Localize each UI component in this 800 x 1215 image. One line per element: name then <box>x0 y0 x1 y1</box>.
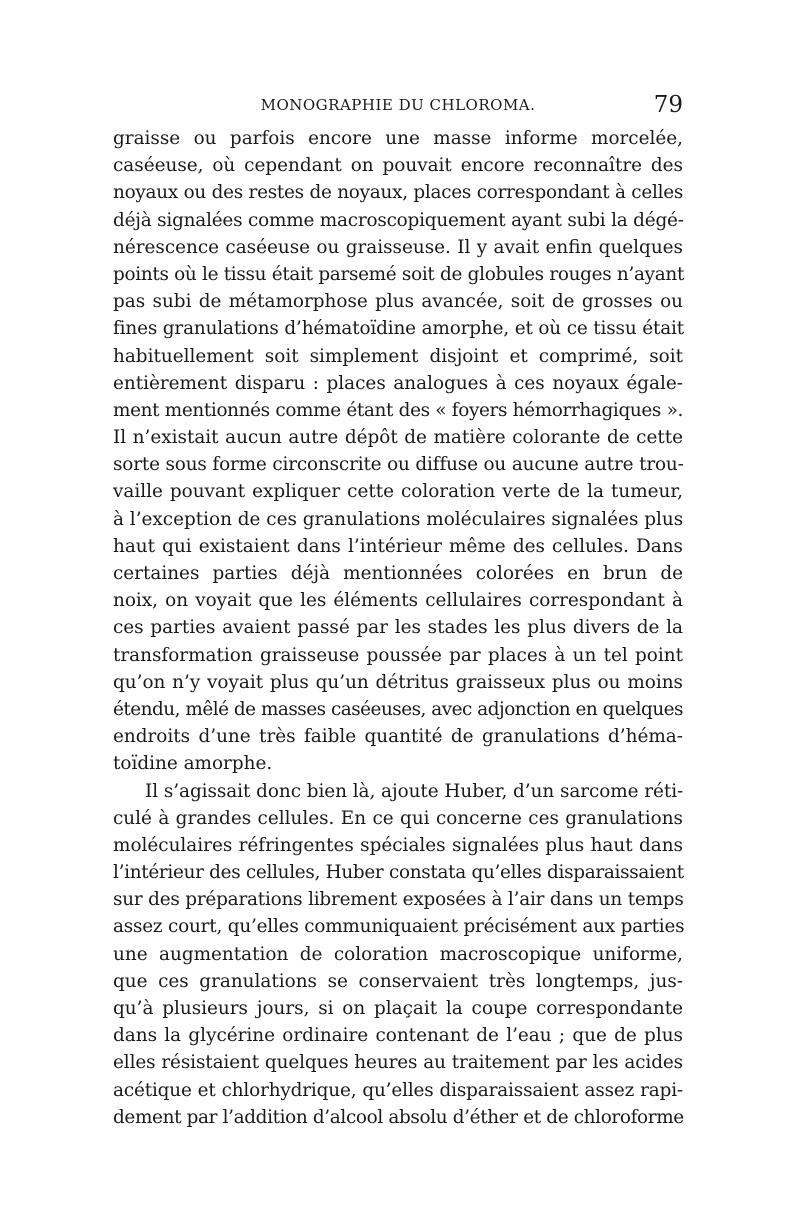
text-line: déjà signalées comme macroscopiquement ayant subi la dégé- <box>113 209 684 231</box>
running-title: MONOGRAPHIE DU CHLOROMA. <box>260 96 536 114</box>
text-line: l’intérieur des cellules, Huber constata qu’elles disparaissaient <box>113 862 684 884</box>
text-line: ces parties avaient passé par les stades les plus divers de la <box>113 617 683 639</box>
text-line: points où le tissu était parsemé soit de globules rouges n’ayant <box>113 263 685 285</box>
text-line: pas subi de métamorphose plus avancée, soit de grosses ou <box>113 291 683 313</box>
page-number: 79 <box>653 92 683 118</box>
text-line: entièrement disparu : places analogues à ces noyaux égale- <box>113 372 683 394</box>
text-line: transformation graisseuse poussée par places à un tel point <box>113 644 683 666</box>
text-line: acétique et chlorhydrique, qu’elles disparaissaient assez rapi- <box>113 1079 683 1101</box>
text-line: vaille pouvant expliquer cette coloration verte de la tumeur, <box>113 481 683 503</box>
paragraph-end-line: toïdine amorphe. <box>113 753 273 775</box>
text-line: caséeuse, où cependant on pouvait encore reconnaître des <box>113 155 683 177</box>
text-line: noyaux ou des restes de noyaux, places correspondant à celles <box>113 182 684 204</box>
text-line: dement par l’addition d’alcool absolu d’éther et de chloroforme <box>113 1106 684 1128</box>
text-line: fines granulations d’hématoïdine amorphe, et où ce tissu était <box>113 318 684 340</box>
text-line: à l’exception de ces granulations moléculaires signalées plus <box>113 508 684 530</box>
text-line: nérescence caséeuse ou graisseuse. Il y avait enfin quelques <box>113 236 683 258</box>
text-line: moléculaires réfringentes spéciales signalées plus haut dans <box>113 834 683 856</box>
text-line: certaines parties déjà mentionnées colorées en brun de <box>113 563 683 584</box>
paragraph-start-line: Il s’agissait donc bien là, ajoute Huber, d’un sarcome réti- <box>145 780 684 802</box>
text-line: une augmentation de coloration macroscopique uniforme, <box>113 943 683 965</box>
text-line: elles résistaient quelques heures au traitement par les acides <box>113 1052 683 1074</box>
text-line: qu’on n’y voyait plus qu’un détritus graisseux plus ou moins <box>113 671 683 693</box>
running-head <box>113 92 683 122</box>
text-line: sorte sous forme circonscrite ou diffuse ou aucune autre trou- <box>113 454 684 476</box>
text-line: ment mentionnés comme étant des « foyers hémorrhagiques ». <box>113 399 683 421</box>
text-line: habituellement soit simplement disjoint et comprimé, soit <box>113 345 683 367</box>
text-line: que ces granulations se conservaient très longtemps, jus- <box>113 970 683 992</box>
text-line: qu’à plusieurs jours, si on plaçait la coupe correspondante <box>113 998 683 1019</box>
text-line: haut qui existaient dans l’intérieur même des cellules. Dans <box>113 535 683 557</box>
text-line: noix, on voyait que les éléments cellulaires correspondant à <box>113 590 683 612</box>
text-line: graisse ou parfois encore une masse informe morcelée, <box>113 128 683 149</box>
text-line: endroits d’une très faible quantité de granulations d’héma- <box>113 726 683 748</box>
body-text <box>113 125 683 1131</box>
text-line: culé à grandes cellules. En ce qui concerne ces granulations <box>113 807 683 829</box>
text-line: Il n’existait aucun autre dépôt de matière colorante de cette <box>113 427 683 449</box>
text-line: assez court, qu’elles communiquaient précisément aux parties <box>113 916 685 938</box>
text-line: étendu, mêlé de masses caséeuses, avec adjonction en quelques <box>113 698 683 720</box>
text-line: sur des préparations librement exposées à l’air dans un temps <box>113 889 684 911</box>
text-line: dans la glycérine ordinaire contenant de l’eau ; que de plus <box>113 1025 683 1047</box>
